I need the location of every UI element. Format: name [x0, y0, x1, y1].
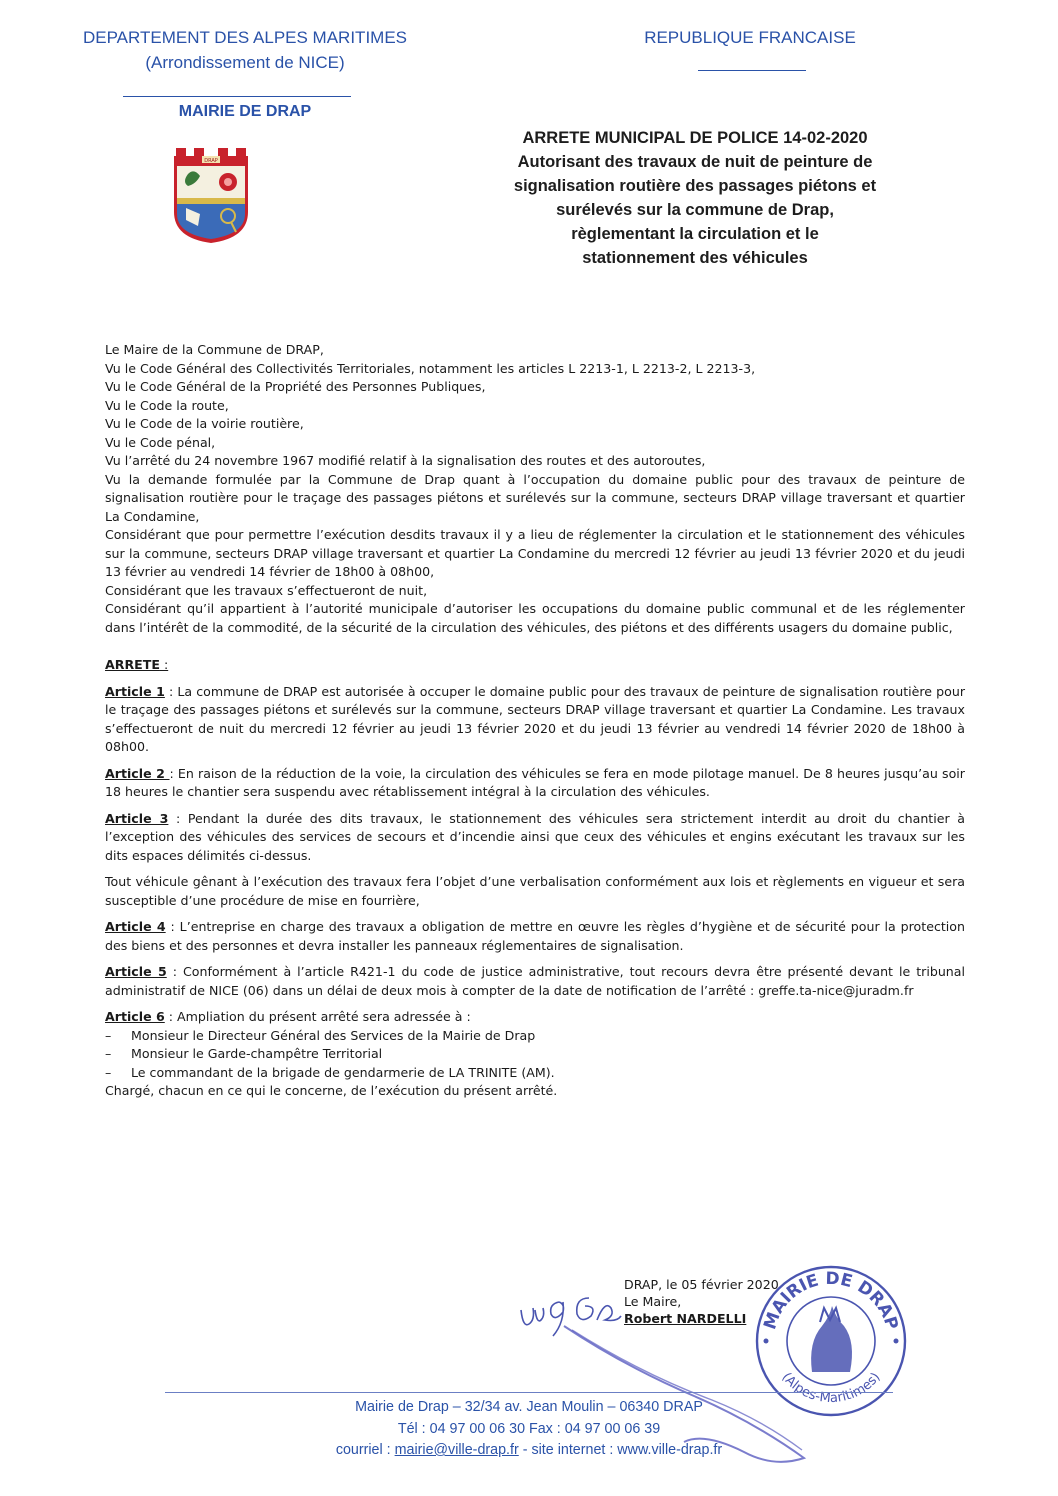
preamble-paragraph: Considérant que pour permettre l’exécution desdits travaux il y a lieu de réglementer la circulation et le stationnement des véhicules sur la commune, secteurs DRAP village traversant et quartier La Condamine du mercredi 12 février au jeudi 13 février 2020 et du jeudi 13 février au vendredi 14 février de 18h00 à 08h00, [105, 527, 965, 579]
article-text: : Conformément à l’article R421-1 du code de justice administrative, tout recours devra être présenté devant le tribunal administratif de NICE (06) dans un délai de deux mois à compter de la date de notification de l’arrêté : greffe.ta-nice@juradm.fr [105, 964, 965, 998]
article-label: Article 1 [105, 683, 165, 699]
preamble-line: Le Maire de la Commune de DRAP, [105, 342, 324, 357]
stamp-top-label: MAIRIE DE DRAP [760, 1268, 902, 1333]
list-dash: – [105, 1064, 112, 1080]
preamble-line: Vu le Code Général des Collectivités Territoriales, notamment les articles L 2213-1, L 2213-2, L 2213-3, [105, 360, 756, 376]
preamble-line: Vu le Code pénal, [105, 434, 216, 450]
decree-number: ARRETE MUNICIPAL DE POLICE 14-02-2020 [522, 129, 868, 147]
email-link[interactable]: mairie@ville-drap.fr [394, 1442, 519, 1458]
article-label: Article 6 [105, 1009, 165, 1024]
arrete-heading-label: ARRETE [105, 657, 160, 672]
header-divider-left [123, 96, 351, 97]
coat-of-arms-icon [172, 142, 250, 244]
site-prefix: - site internet : [518, 1442, 618, 1458]
title-line: surélevés sur la commune de Drap, [556, 201, 834, 219]
footer-phone-fax: Tél : 04 97 00 06 30 Fax : 04 97 00 06 39 [397, 1420, 661, 1437]
article-text: : Pendant la durée des dits travaux, le stationnement des véhicules sera strictement interdit au droit du chantier à l’exception des véhicules des services de secours et d’incendie ainsi que ceux des véhicules et engins exécutant les travaux sur les dits espaces délimités ci-dessus. [105, 810, 966, 863]
preamble-line: Vu le Code Général de la Propriété des Personnes Publiques, [105, 379, 486, 394]
recipient-text: Monsieur le Garde-champêtre Territorial [131, 1046, 383, 1061]
mairie-name: MAIRIE DE DRAP [178, 103, 312, 120]
place-date: DRAP, le 05 février 2020 [624, 1277, 779, 1292]
recipient-text: Le commandant de la brigade de gendarmerie de LA TRINITE (AM). [131, 1064, 555, 1080]
article-5 [105, 963, 965, 1000]
recipient-item [105, 1064, 965, 1083]
signatory-name: Robert NARDELLI [624, 1311, 747, 1326]
article-label: Article 2 [105, 765, 170, 781]
recipient-item [105, 1045, 965, 1064]
arrete-heading [105, 656, 965, 675]
republic-name: REPUBLIQUE FRANCAISE [644, 28, 856, 47]
article-4 [105, 918, 965, 955]
signatory-role: Le Maire, [624, 1294, 682, 1309]
list-dash: – [105, 1046, 112, 1061]
article-text: : L’entreprise en charge des travaux a obligation de mettre en œuvre les règles d’hygiène et de sécurité pour la protection des biens et des personnes et devra installer les panneaux réglementaires de signalisation. [105, 919, 965, 953]
article-text: : La commune de DRAP est autorisée à occuper le domaine public pour des travaux de peinture de signalisation routière pour le traçage des passages piétons et surélevés sur la commune, secteurs DRAP village traversant et quartier La Condamine. Les travaux s’effectueront de nuit du mercredi 12 février au jeudi 13 février 2020 et du jeudi 13 février au vendredi 14 février 2020 de 18h00 à 08h00. [105, 683, 966, 754]
preamble-paragraph: Vu la demande formulée par la Commune de Drap quant à l’occupation du domaine public pour des travaux de peinture de signalisation routière pour le traçage des passages piétons et surélevés sur la commune, secteurs DRAP village traversant et quartier La Condamine, [105, 471, 965, 524]
stamp-bottom-label: (Alpes-Maritimes) [778, 1370, 884, 1407]
department-name: DEPARTEMENT DES ALPES MARITIMES [82, 28, 408, 47]
footer [165, 1397, 893, 1462]
title-line: signalisation routière des passages piétons et [513, 177, 877, 195]
article-text: : Ampliation du présent arrêté sera adressée à : [164, 1009, 471, 1024]
decree-body [105, 341, 965, 1101]
recipient-text: Monsieur le Directeur Général des Services de la Mairie de Drap [131, 1027, 536, 1043]
closing-statement: Chargé, chacun en ce qui le concerne, de l’exécution du présent arrêté. [105, 1083, 558, 1098]
article-label: Article 5 [105, 964, 167, 979]
article-1 [105, 683, 965, 757]
arrete-heading-suffix: : [159, 657, 169, 672]
footer-divider [165, 1392, 893, 1393]
footer-contact [165, 1440, 893, 1462]
decree-title [440, 126, 950, 270]
preamble-paragraph: Considérant qu’il appartient à l’autorité municipale d’autoriser les occupations du domaine public communal et de les réglementer dans l’intérêt de la commodité, de la sécurité de la circulation des véhicules, des piétons et des différents usagers du domaine public, [105, 601, 965, 635]
article-6 [105, 1008, 965, 1027]
article-text: : En raison de la réduction de la voie, la circulation des véhicules se fera en mode pilotage manuel. De 8 heures jusqu’au soir 18 heures le chantier sera suspendu avec rétablissement intégral à la circulation des véhicules. [105, 765, 965, 799]
email-prefix: courriel : [335, 1442, 395, 1458]
preamble-line: Vu l’arrêté du 24 novembre 1967 modifié relatif à la signalisation des routes et des autoroutes, [105, 453, 706, 468]
preamble-line: Vu le Code la route, [105, 397, 229, 413]
website-link[interactable]: www.ville-drap.fr [617, 1442, 723, 1458]
department-header [40, 25, 450, 75]
preamble-line: Vu le Code de la voirie routière, [105, 416, 304, 431]
header-divider-right [698, 70, 806, 71]
title-line: stationnement des véhicules [582, 249, 808, 267]
article-label: Article 4 [105, 919, 166, 934]
arrondissement: (Arrondissement de NICE) [145, 53, 345, 72]
recipient-item [105, 1027, 965, 1046]
title-line: Autorisant des travaux de nuit de peinture de [517, 153, 873, 171]
article-2 [105, 765, 965, 802]
article-label: Article 3 [105, 810, 169, 826]
article-3-extra: Tout véhicule gênant à l’exécution des travaux fera l’objet d’une verbalisation conformément aux lois et règlements en vigueur et sera susceptible d’une procédure de mise en fourrière, [105, 874, 965, 908]
footer-address: Mairie de Drap – 32/34 av. Jean Moulin – 06340 DRAP [355, 1399, 703, 1415]
svg-text:DRAP: DRAP [204, 158, 218, 164]
list-dash: – [105, 1027, 112, 1043]
article-3 [105, 810, 965, 866]
republic-header [600, 25, 900, 50]
title-line: règlementant la circulation et le [571, 225, 819, 243]
preamble-paragraph: Considérant que les travaux s’effectueront de nuit, [105, 582, 428, 598]
